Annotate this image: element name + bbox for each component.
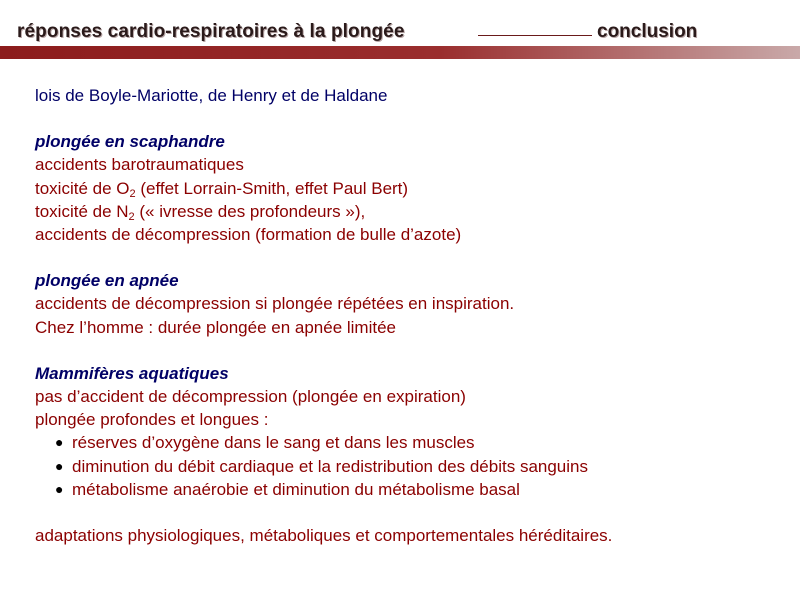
o2-subscript: 2	[129, 187, 136, 200]
o2-suffix: (effet Lorrain-Smith, effet Paul Bert)	[135, 178, 409, 198]
mammiferes-line-2: plongée profondes et longues :	[35, 410, 269, 430]
scaphandre-line-o2	[35, 177, 785, 200]
scaphandre-line-4: accidents de décompression (formation de bulle d’azote)	[35, 225, 462, 245]
spacer	[35, 246, 785, 269]
bullet-icon: ●	[55, 480, 64, 497]
mammiferes-line-1: pas d’accident de décompression (plongée en expiration)	[35, 387, 466, 407]
n2-subscript: 2	[128, 210, 135, 223]
spacer	[35, 501, 785, 524]
bullet-text: diminution du débit cardiaque et la redistribution des débits sanguins	[72, 456, 588, 476]
scaphandre-line-n2	[35, 200, 785, 223]
scaphandre-line-1: accidents barotraumatiques	[35, 155, 244, 175]
mammiferes-heading: Mammifères aquatiques	[35, 363, 229, 383]
conclusion-line: adaptations physiologiques, métaboliques et comportementales héréditaires.	[35, 526, 613, 546]
apnee-line-2: Chez l’homme : durée plongée en apnée limitée	[35, 317, 397, 337]
bullet-icon: ●	[55, 457, 64, 474]
bullet-item	[35, 478, 785, 501]
n2-suffix: (« ivresse des profondeurs »),	[134, 201, 366, 221]
title-row	[0, 18, 800, 46]
scaphandre-heading: plongée en scaphandre	[35, 132, 225, 152]
mammiferes-bullet-list	[35, 431, 785, 501]
o2-prefix: toxicité de O	[35, 178, 130, 198]
bullet-text: métabolisme anaérobie et diminution du métabolisme basal	[72, 479, 520, 499]
bullet-item	[35, 431, 785, 454]
bullet-text: réserves d’oxygène dans le sang et dans les muscles	[72, 433, 475, 453]
bullet-item	[35, 455, 785, 478]
apnee-heading: plongée en apnée	[35, 271, 179, 291]
header-bar	[0, 46, 800, 59]
section-label: conclusion	[597, 21, 698, 42]
spacer	[35, 339, 785, 362]
spacer	[35, 107, 785, 130]
n2-prefix: toxicité de N	[35, 201, 129, 221]
laws-line: lois de Boyle-Mariotte, de Henry et de Haldane	[35, 86, 388, 105]
slide-content	[35, 84, 785, 547]
slide-title: réponses cardio-respiratoires à la plongée	[17, 21, 405, 42]
title-underline	[478, 35, 592, 36]
bullet-icon: ●	[55, 434, 64, 451]
apnee-line-1: accidents de décompression si plongée répétées en inspiration.	[35, 294, 515, 314]
